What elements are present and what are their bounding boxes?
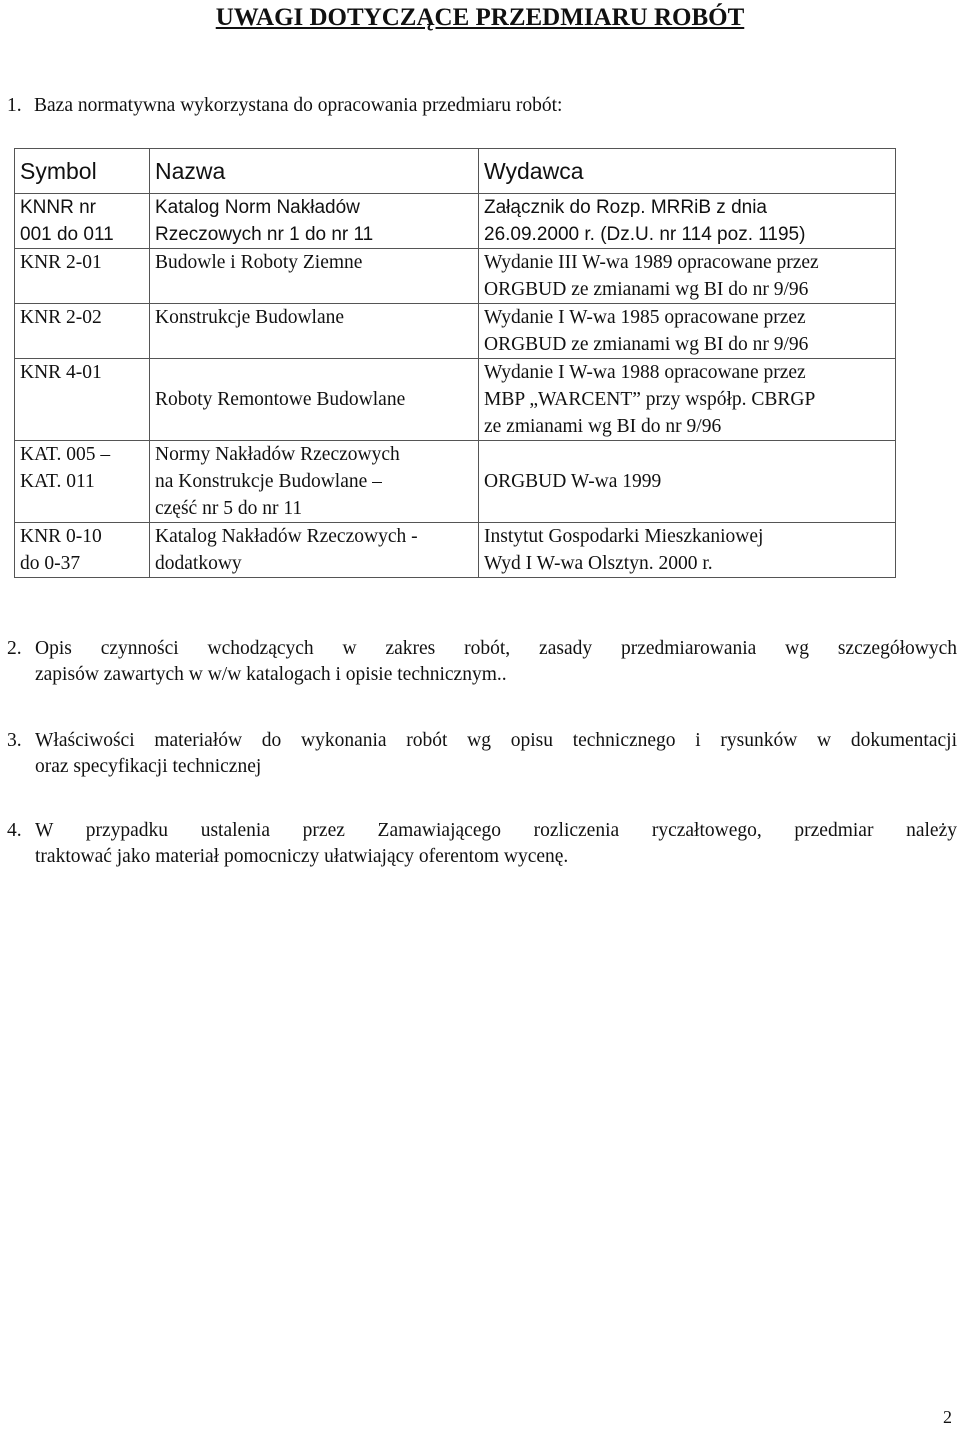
cell-line: Katalog Norm Nakładów: [155, 197, 360, 218]
table-row: [15, 523, 896, 578]
cell-line: Wydanie I W-wa 1985 opracowane przez: [484, 307, 806, 328]
table-row: [15, 304, 896, 359]
cell-publisher: [479, 523, 896, 578]
cell-line: do 0-37: [20, 553, 81, 574]
cell-line: KNR 4-01: [20, 362, 102, 383]
cell-publisher: [479, 194, 896, 249]
header-symbol: Symbol: [15, 149, 150, 194]
page-number: 2: [943, 1407, 952, 1427]
intro-number: 1.: [7, 95, 22, 116]
cell-name: [150, 359, 479, 441]
header-name: Nazwa: [150, 149, 479, 194]
note-3: [7, 728, 957, 780]
cell-spacer: [155, 359, 473, 386]
note-line: oraz specyfikacji technicznej: [35, 756, 262, 777]
table-row: [15, 249, 896, 304]
cell-name: [150, 194, 479, 249]
note-number: 3.: [7, 730, 22, 751]
cell-name: [150, 249, 479, 304]
cell-line: Normy Nakładów Rzeczowych: [155, 444, 400, 465]
cell-line: KNNR nr: [20, 197, 97, 218]
cell-line: KAT. 005 –: [20, 444, 111, 465]
note-line: Opis czynności wchodzących w zakres robót, zasady przedmiarowania wg szczegółowych: [35, 638, 957, 659]
cell-line: część nr 5 do nr 11: [155, 498, 303, 519]
cell-line: Wydanie I W-wa 1988 opracowane przez: [484, 362, 806, 383]
note-line: zapisów zawartych w w/w katalogach i opisie technicznym..: [35, 664, 507, 685]
cell-name: [150, 304, 479, 359]
cell-line: 001 do 011: [20, 224, 114, 245]
intro-paragraph: [7, 94, 562, 118]
cell-line: KAT. 011: [20, 471, 95, 492]
cell-publisher: [479, 359, 896, 441]
cell-line: KNR 0-10: [20, 526, 102, 547]
cell-symbol: [15, 523, 150, 578]
cell-line: KNR 2-02: [20, 307, 102, 328]
cell-line: Wyd I W-wa Olsztyn. 2000 r.: [484, 553, 713, 574]
cell-publisher: [479, 304, 896, 359]
note-line: W przypadku ustalenia przez Zamawiającego rozliczenia ryczałtowego, przedmiar należy: [35, 820, 957, 841]
page-title: UWAGI DOTYCZĄCE PRZEDMIARU ROBÓT: [215, 4, 745, 31]
cell-line: ORGBUD ze zmianami wg BI do nr 9/96: [484, 279, 809, 300]
cell-symbol: [15, 194, 150, 249]
cell-line: Rzeczowych nr 1 do nr 11: [155, 224, 374, 245]
cell-line: Budowle i Roboty Ziemne: [155, 252, 363, 273]
table-row: [15, 359, 896, 441]
cell-line: Konstrukcje Budowlane: [155, 307, 345, 328]
cell-spacer: [484, 441, 890, 468]
cell-line: Załącznik do Rozp. MRRiB z dnia: [484, 197, 767, 218]
cell-line: dodatkowy: [155, 553, 242, 574]
cell-symbol: [15, 359, 150, 441]
header-publisher: Wydawca: [479, 149, 896, 194]
note-line: Właściwości materiałów do wykonania robót wg opisu technicznego i rysunków w dokumentacji: [35, 730, 957, 751]
cell-line: KNR 2-01: [20, 252, 102, 273]
cell-name: [150, 523, 479, 578]
cell-line: 26.09.2000 r. (Dz.U. nr 114 poz. 1195): [484, 224, 806, 245]
cell-line: ORGBUD W-wa 1999: [484, 471, 662, 492]
norms-table: [14, 148, 896, 578]
note-number: 2.: [7, 638, 22, 659]
cell-publisher: [479, 441, 896, 523]
cell-line: ze zmianami wg BI do nr 9/96: [484, 416, 722, 437]
cell-line: Instytut Gospodarki Mieszkaniowej: [484, 526, 764, 547]
note-number: 4.: [7, 820, 22, 841]
table-row: [15, 194, 896, 249]
note-line: traktować jako materiał pomocniczy ułatwiający oferentom wycenę.: [35, 846, 569, 867]
cell-line: Wydanie III W-wa 1989 opracowane przez: [484, 252, 819, 273]
cell-line: Katalog Nakładów Rzeczowych -: [155, 526, 418, 547]
cell-line: Roboty Remontowe Budowlane: [155, 389, 406, 410]
cell-symbol: [15, 304, 150, 359]
cell-symbol: [15, 249, 150, 304]
cell-line: na Konstrukcje Budowlane –: [155, 471, 382, 492]
cell-line: MBP „WARCENT” przy współp. CBRGP: [484, 389, 816, 410]
intro-text: Baza normatywna wykorzystana do opracowania przedmiaru robót:: [34, 95, 563, 116]
cell-symbol: [15, 441, 150, 523]
table-header-row: [15, 149, 896, 194]
table-row: [15, 441, 896, 523]
note-4: [7, 818, 957, 870]
cell-publisher: [479, 249, 896, 304]
cell-name: [150, 441, 479, 523]
cell-line: ORGBUD ze zmianami wg BI do nr 9/96: [484, 334, 809, 355]
note-2: [7, 636, 957, 688]
